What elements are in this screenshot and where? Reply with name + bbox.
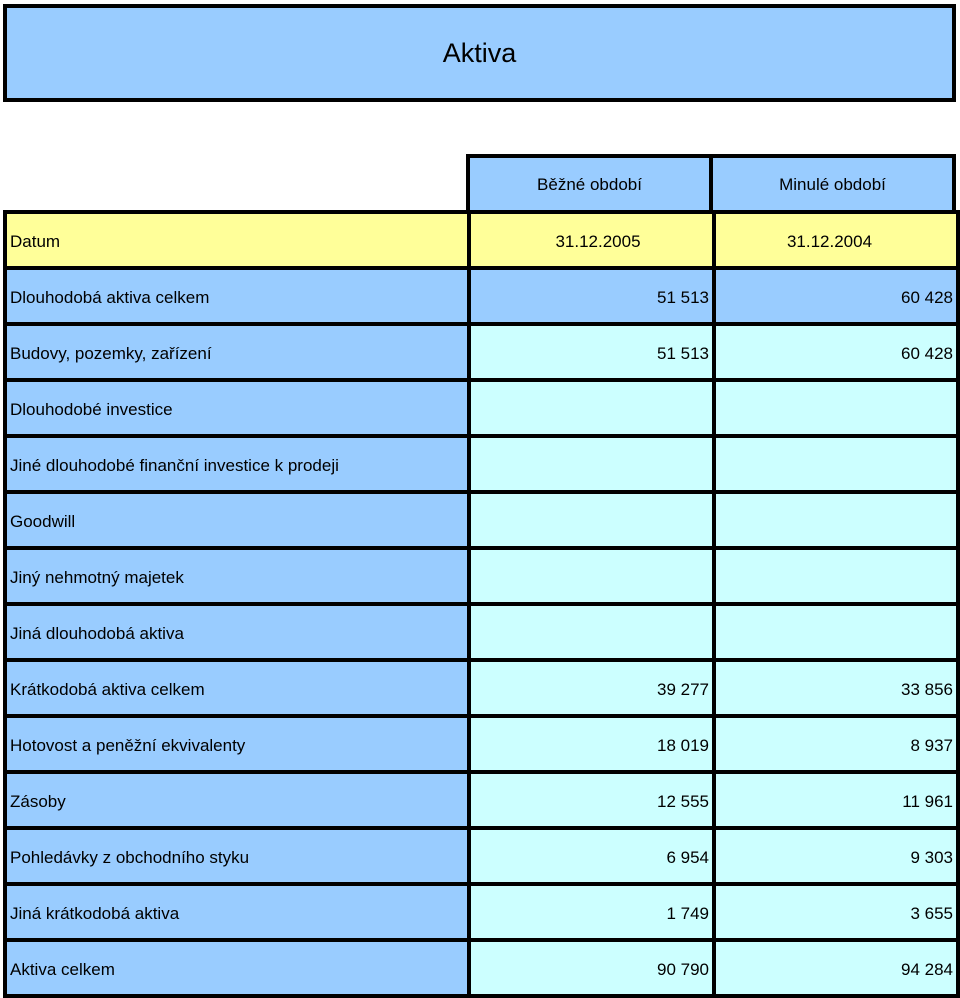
table-row [5, 380, 958, 436]
row-previous-value: 60 428 [714, 268, 958, 324]
row-label: Hotovost a peněžní ekvivalenty [5, 716, 469, 772]
row-previous-value [714, 604, 958, 660]
table-row [5, 940, 958, 996]
row-current-value: 51 513 [469, 268, 714, 324]
assets-table-body [5, 212, 958, 996]
row-current-value: 39 277 [469, 660, 714, 716]
row-label: Goodwill [5, 492, 469, 548]
table-row [5, 604, 958, 660]
row-current-value [469, 548, 714, 604]
row-previous-value: 33 856 [714, 660, 958, 716]
date-row [5, 212, 958, 268]
date-current: 31.12.2005 [469, 212, 714, 268]
row-label: Aktiva celkem [5, 940, 469, 996]
table-row [5, 660, 958, 716]
row-previous-value: 94 284 [714, 940, 958, 996]
row-previous-value [714, 436, 958, 492]
row-label: Jiná krátkodobá aktiva [5, 884, 469, 940]
row-label: Dlouhodobá aktiva celkem [5, 268, 469, 324]
current-period-header: Běžné období [466, 154, 713, 211]
row-previous-value: 11 961 [714, 772, 958, 828]
table-row [5, 828, 958, 884]
table-row [5, 324, 958, 380]
row-previous-value [714, 548, 958, 604]
row-label: Jiná dlouhodobá aktiva [5, 604, 469, 660]
table-row [5, 436, 958, 492]
row-label: Dlouhodobé investice [5, 380, 469, 436]
row-previous-value [714, 492, 958, 548]
table-row [5, 548, 958, 604]
row-current-value: 51 513 [469, 324, 714, 380]
row-previous-value: 3 655 [714, 884, 958, 940]
row-current-value: 90 790 [469, 940, 714, 996]
date-label: Datum [5, 212, 469, 268]
date-previous: 31.12.2004 [714, 212, 958, 268]
row-label: Krátkodobá aktiva celkem [5, 660, 469, 716]
row-current-value [469, 604, 714, 660]
row-label: Jiný nehmotný majetek [5, 548, 469, 604]
row-previous-value: 8 937 [714, 716, 958, 772]
row-previous-value: 60 428 [714, 324, 958, 380]
row-current-value: 1 749 [469, 884, 714, 940]
row-previous-value: 9 303 [714, 828, 958, 884]
page-title: Aktiva [3, 4, 956, 102]
row-current-value: 12 555 [469, 772, 714, 828]
table-row [5, 492, 958, 548]
row-current-value [469, 380, 714, 436]
table-row [5, 716, 958, 772]
row-previous-value [714, 380, 958, 436]
row-label: Pohledávky z obchodního styku [5, 828, 469, 884]
table-row [5, 772, 958, 828]
previous-period-header: Minulé období [709, 154, 956, 211]
row-label: Jiné dlouhodobé finanční investice k prodeji [5, 436, 469, 492]
row-current-value: 6 954 [469, 828, 714, 884]
row-current-value: 18 019 [469, 716, 714, 772]
table-row [5, 884, 958, 940]
row-current-value [469, 436, 714, 492]
row-label: Zásoby [5, 772, 469, 828]
row-label: Budovy, pozemky, zařízení [5, 324, 469, 380]
row-current-value [469, 492, 714, 548]
assets-table [3, 210, 960, 998]
table-row [5, 268, 958, 324]
